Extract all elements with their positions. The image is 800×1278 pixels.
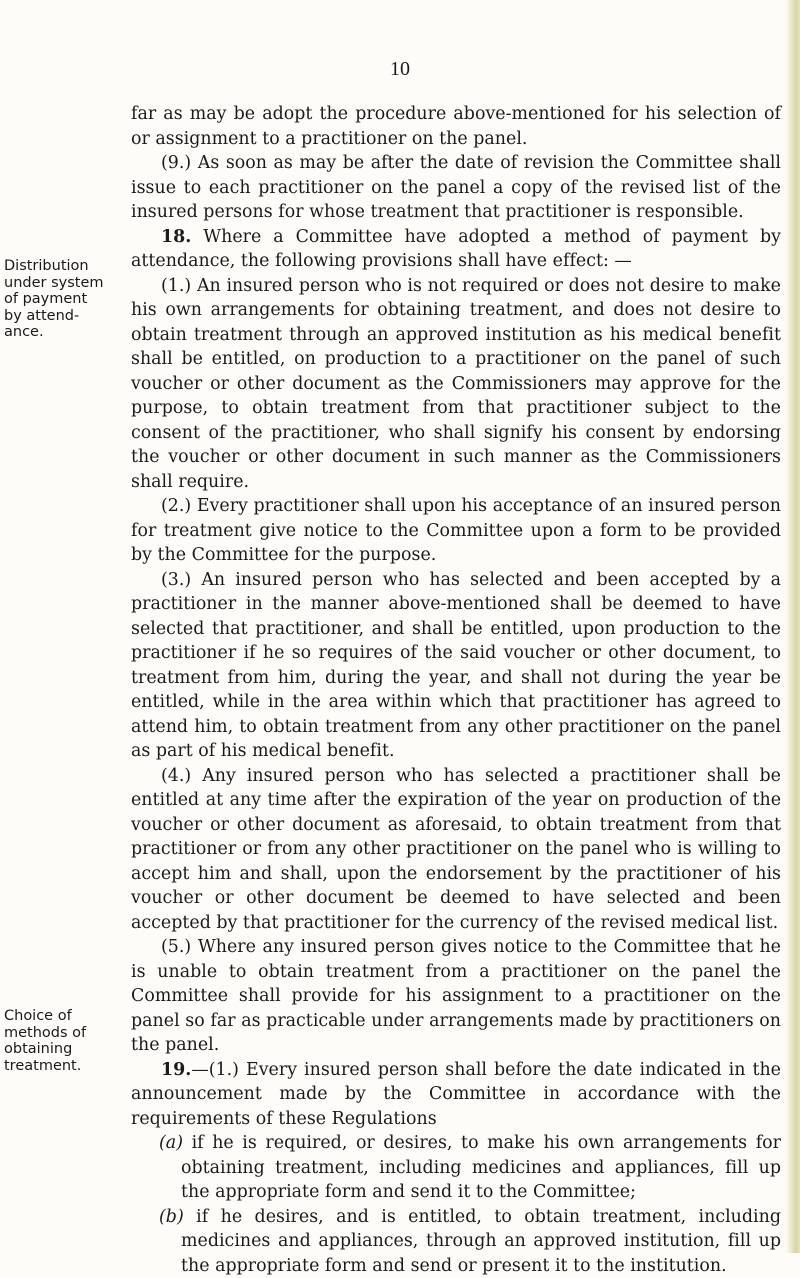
body-text [131, 102, 781, 1278]
margin-note-line: by attend- [4, 308, 116, 325]
section-text: Where a Committee have adopted a method of payment by attendance, the following provisions shall have effect: — [131, 227, 781, 272]
section-18 [131, 225, 781, 274]
section-text: —(1.) Every insured person shall before the date indicated in the announcement made by the Committee in accordance with the requirements of these Regulations [131, 1060, 781, 1129]
paragraph-18-5: (5.) Where any insured person gives notice to the Committee that he is unable to obtain treatment from a practitioner on the panel the Committee shall provide for his assignment to a practitioner on the panel so far as practicable under arrangements made by practitioners on the panel. [131, 935, 781, 1058]
margin-note-distribution [4, 258, 116, 341]
section-19 [131, 1058, 781, 1132]
page-number: 10 [0, 58, 800, 81]
margin-note-line: under system [4, 275, 116, 292]
margin-note-choice [4, 1008, 116, 1074]
item-label: (a) [159, 1133, 183, 1153]
paragraph-18-2: (2.) Every practitioner shall upon his acceptance of an insured person for treatment give notice to the Committee upon a form to be provided by the Committee for the purpose. [131, 494, 781, 568]
margin-note-line: ance. [4, 324, 116, 341]
item-text: if he is required, or desires, to make his own arrangements for obtaining treatment, including medicines and appliances, fill up the appropriate form and send it to the Committee; [181, 1133, 781, 1202]
scan-page-edge [786, 0, 800, 1253]
item-a [131, 1131, 781, 1205]
paragraph-continuation: far as may be adopt the procedure above-mentioned for his selection of or assignment to a practitioner on the panel. [131, 102, 781, 151]
margin-note-line: Choice of [4, 1008, 116, 1025]
margin-note-line: treatment. [4, 1058, 116, 1075]
margin-note-line: of payment [4, 291, 116, 308]
item-text: if he desires, and is entitled, to obtain treatment, including medicines and appliances, through an approved institution, fill up the appropriate form and send or present it to the institution. [181, 1207, 781, 1276]
paragraph-9: (9.) As soon as may be after the date of revision the Committee shall issue to each practitioner on the panel a copy of the revised list of the insured persons for whose treatment that practitioner is responsible. [131, 151, 781, 225]
margin-note-line: Distribution [4, 258, 116, 275]
item-label: (b) [159, 1207, 184, 1227]
margin-note-line: obtaining [4, 1041, 116, 1058]
section-number: 19. [161, 1060, 191, 1080]
item-b [131, 1205, 781, 1278]
section-number: 18. [161, 227, 191, 247]
margin-note-line: methods of [4, 1025, 116, 1042]
paragraph-18-3: (3.) An insured person who has selected and been accepted by a practitioner in the manner above-mentioned shall be deemed to have selected that practitioner, and shall be entitled, upon production to the practitioner if he so requires of the said voucher or other document, to treatment from him, during the year, and shall not during the year be entitled, while in the area within which that practitioner has agreed to attend him, to obtain treatment from any other practitioner on the panel as part of his medical benefit. [131, 568, 781, 764]
paragraph-18-4: (4.) Any insured person who has selected a practitioner shall be entitled at any time after the expiration of the year on production of the voucher or other document as aforesaid, to obtain treatment from that practitioner or from any other practitioner on the panel who is willing to accept him and shall, upon the endorsement by the practitioner of his voucher or other document be deemed to have selected and been accepted by that practitioner for the currency of the revised medical list. [131, 764, 781, 936]
paragraph-18-1: (1.) An insured person who is not required or does not desire to make his own arrangements for obtaining treatment, and does not desire to obtain treatment through an approved institution as his medical benefit shall be entitled, on production to a practitioner on the panel of such voucher or other document as the Commissioners may approve for the purpose, to obtain treatment from that practitioner subject to the consent of the practitioner, who shall signify his consent by endorsing the voucher or other document in such manner as the Commissioners shall require. [131, 274, 781, 495]
